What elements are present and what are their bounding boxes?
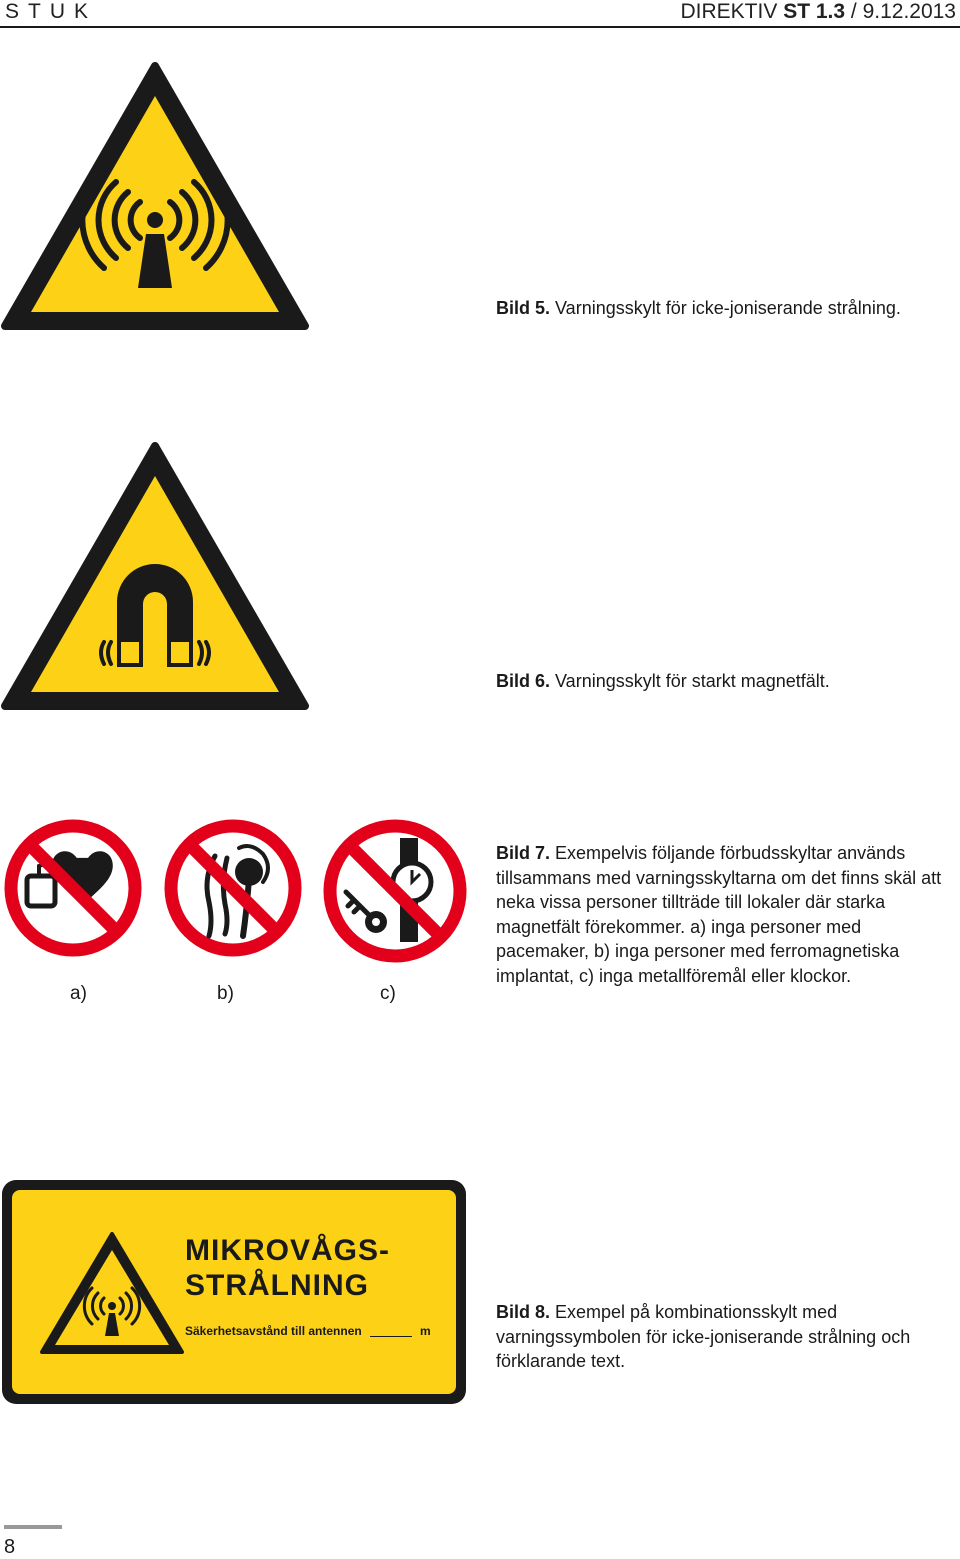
non-ionizing-radiation-warning-sign: [0, 62, 310, 334]
bild8-caption: [496, 1300, 958, 1374]
sign-c-label: c): [380, 983, 396, 1004]
bild5-text: Varningsskylt för icke-joniserande strålning.: [550, 298, 901, 318]
bild7-text: Exempelvis följande förbudsskyltar används tillsammans med varningsskyltarna om det finns skäl att neka vissa personer tillträde till lokaler där starka magnetfält förekommer. a) inga personer med pacemaker, b) inga personer med ferromagnetiska implantat, c) inga metallföremål eller klockor.: [496, 843, 942, 986]
no-pacemaker-sign: [3, 818, 143, 958]
combination-sign-panel: [12, 1190, 456, 1394]
footer-rule: [4, 1525, 62, 1529]
bild5-label: Bild 5.: [496, 298, 551, 318]
bild5-caption: [496, 296, 901, 321]
header-rule: [0, 26, 960, 28]
combination-sign-title-line1: MIKROVÅGS-: [185, 1234, 390, 1267]
directive-code: ST 1.3: [783, 0, 846, 23]
directive-date: / 9.12.2013: [845, 0, 956, 23]
magnetic-field-warning-sign: [0, 442, 310, 714]
distance-blank-line: [370, 1336, 412, 1337]
bild6-text: Varningsskylt för starkt magnetfält.: [550, 671, 830, 691]
no-metal-objects-watches-sign: [322, 818, 468, 964]
bild7-label: Bild 7.: [496, 843, 551, 863]
combination-sign-title-line2: STRÅLNING: [185, 1269, 369, 1302]
bild8-label: Bild 8.: [496, 1302, 551, 1322]
safety-distance-text: Säkerhetsavstånd till antennen: [185, 1324, 362, 1338]
bild6-caption: [496, 669, 830, 694]
no-metal-implants-sign: [163, 818, 303, 958]
bild6-label: Bild 6.: [496, 671, 551, 691]
bild8-text: Exempel på kombinationsskylt med varningssymbolen för icke-joniserande strålning och förklarande text.: [496, 1302, 911, 1371]
directive-prefix: DIREKTIV: [680, 0, 784, 23]
directive-reference: [681, 0, 957, 24]
bild7-caption: [496, 841, 958, 988]
sign-a-label: a): [70, 983, 87, 1004]
small-radiation-warning-triangle: [38, 1230, 186, 1356]
page-number: 8: [4, 1536, 16, 1558]
distance-unit: m: [420, 1324, 431, 1338]
sign-b-label: b): [217, 983, 234, 1004]
microwave-radiation-combination-sign: [2, 1180, 466, 1404]
brand-name: STUK: [5, 0, 98, 23]
